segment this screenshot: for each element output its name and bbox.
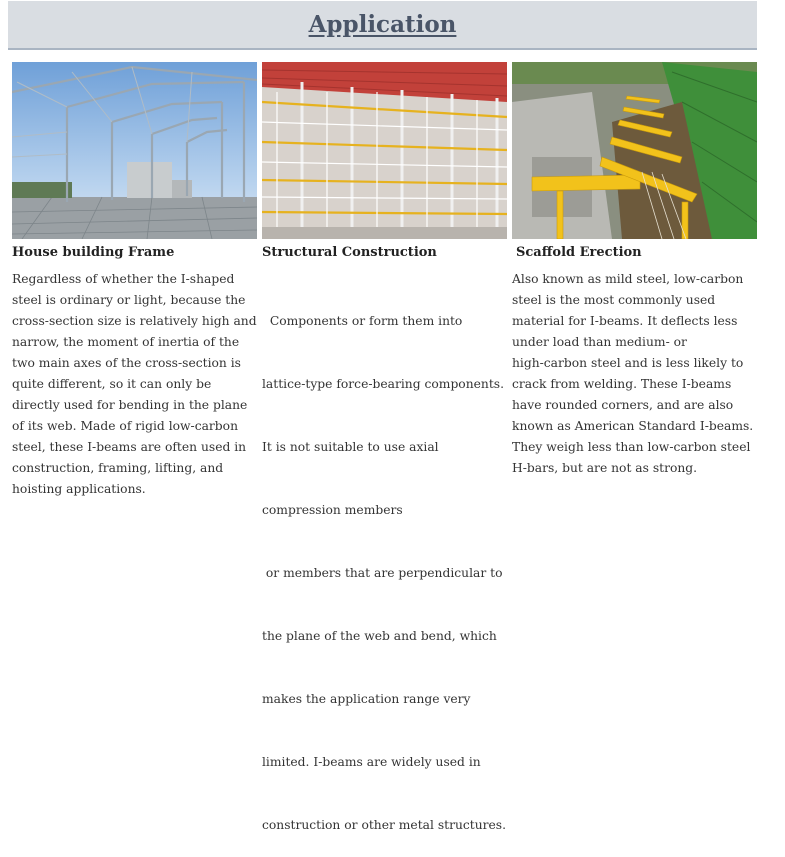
text-line: two main axes of the cross-section is xyxy=(12,356,241,370)
text-line: Also known as mild steel, low-carbon xyxy=(512,272,744,286)
text-line: limited. I-beams are widely used in xyxy=(262,755,481,769)
text-line: directly used for bending in the plane xyxy=(12,398,248,412)
column-text-house-building-frame xyxy=(12,269,260,500)
column-title-structural-construction: Structural Construction xyxy=(262,245,437,260)
column-title-scaffold-erection: Scaffold Erection xyxy=(516,245,642,260)
text-line: compression members xyxy=(262,503,403,517)
text-line: narrow, the moment of inertia of the xyxy=(12,335,240,349)
text-line: hoisting applications. xyxy=(12,482,146,496)
page-title: Application xyxy=(308,11,457,38)
section-header xyxy=(8,1,757,50)
text-line: steel is the most commonly used xyxy=(512,293,716,307)
text-line: Components or form them into xyxy=(262,314,463,328)
text-line: lattice-type force-bearing components. xyxy=(262,377,504,391)
text-line: of its web. Made of rigid low-carbon xyxy=(12,419,238,433)
text-line: It is not suitable to use axial xyxy=(262,440,439,454)
text-line: H-bars, but are not as strong. xyxy=(512,461,698,475)
text-line: material for I-beams. It deflects less xyxy=(512,314,738,328)
text-line: steel is ordinary or light, because the xyxy=(12,293,246,307)
text-line: construction or other metal structures. xyxy=(262,818,506,832)
text-line: quite different, so it can only be xyxy=(12,377,212,391)
text-line: cross-section size is relatively high and xyxy=(12,314,257,328)
text-line: high-carbon steel and is less likely to xyxy=(512,356,744,370)
text-line: known as American Standard I-beams. xyxy=(512,419,754,433)
steel-structure-photo xyxy=(262,62,507,239)
text-line: Regardless of whether the I-shaped xyxy=(12,272,235,286)
steel-frame-photo xyxy=(12,62,257,239)
text-line: under load than medium- or xyxy=(512,335,687,349)
text-line: They weigh less than low-carbon steel xyxy=(512,440,751,454)
text-line: construction, framing, lifting, and xyxy=(12,461,224,475)
text-line: makes the application range very xyxy=(262,692,471,706)
column-text-structural-construction xyxy=(262,269,510,857)
text-line: have rounded corners, and are also xyxy=(512,398,734,412)
column-title-house-building-frame: House building Frame xyxy=(12,245,175,260)
text-line: crack from welding. These I-beams xyxy=(512,377,732,391)
text-line: the plane of the web and bend, which xyxy=(262,629,497,643)
column-text-scaffold-erection xyxy=(512,269,762,479)
text-line: steel, these I-beams are often used in xyxy=(12,440,247,454)
scaffold-photo xyxy=(512,62,757,239)
text-line: or members that are perpendicular to xyxy=(262,566,503,580)
